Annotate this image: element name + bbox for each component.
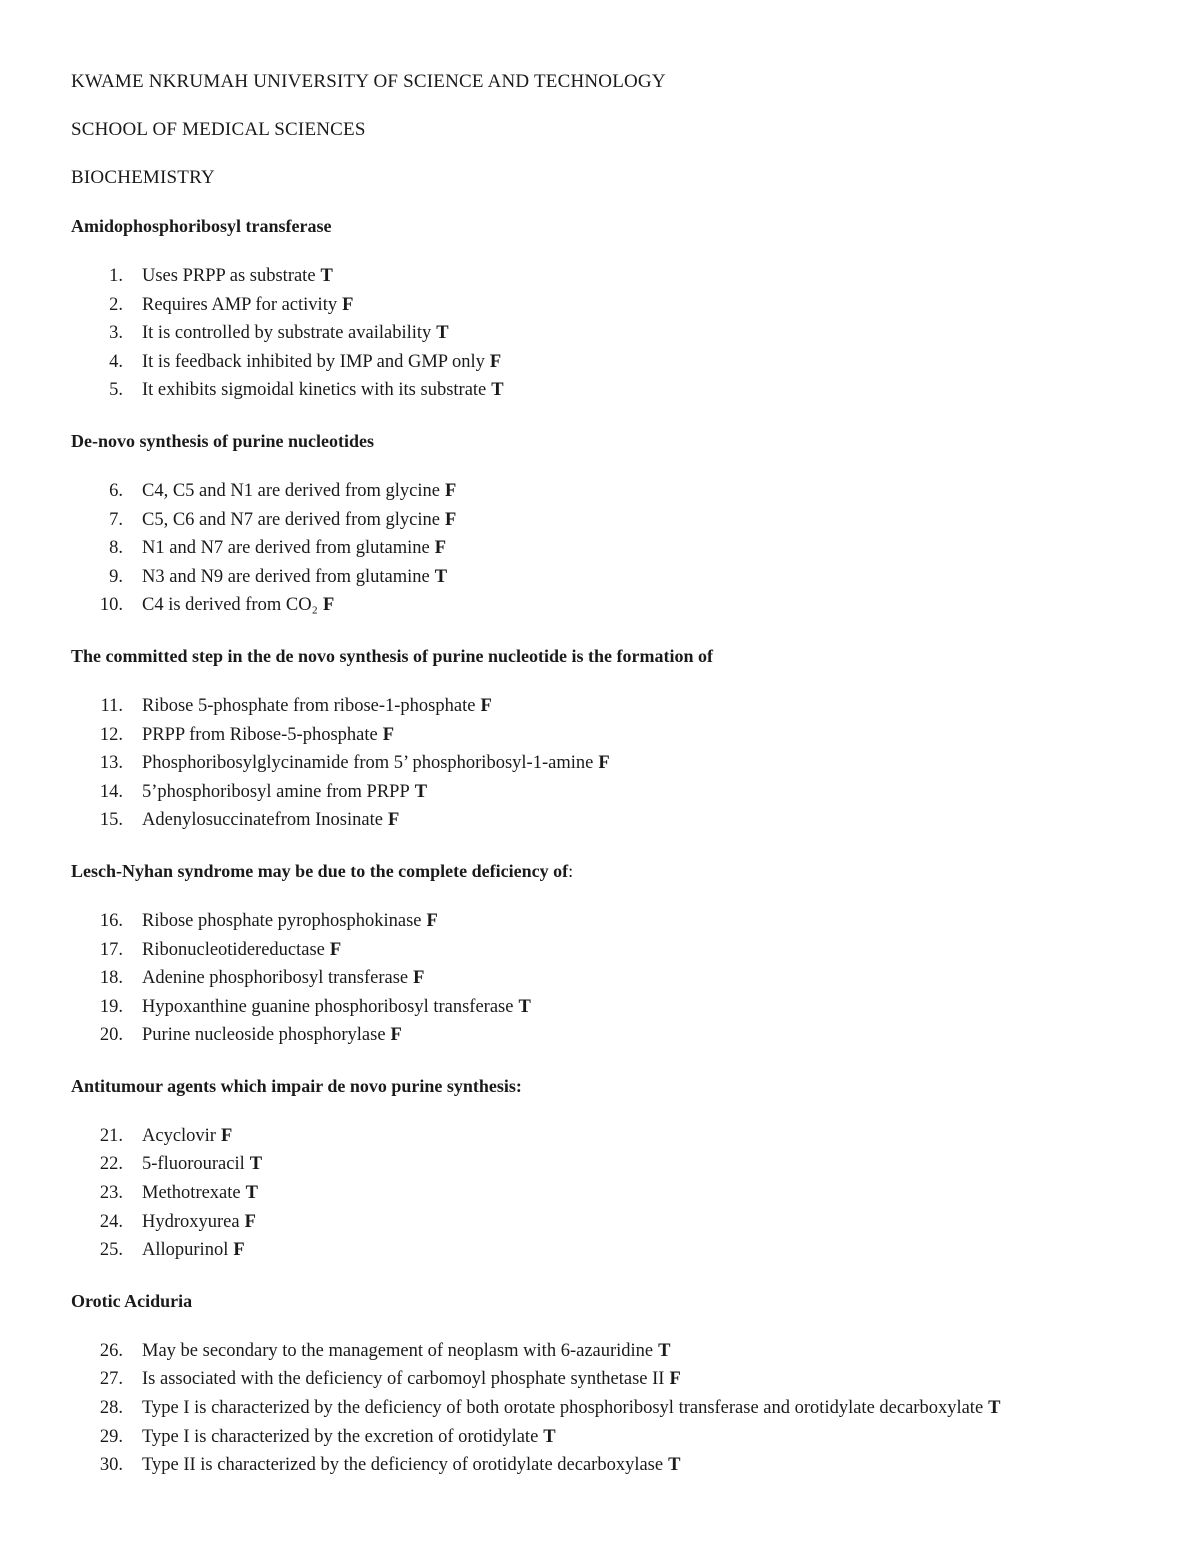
answer-mark: F xyxy=(342,294,354,315)
answer-mark: T xyxy=(658,1340,671,1361)
question-list xyxy=(71,692,1141,835)
section-title-text: Lesch-Nyhan syndrome may be due to the complete deficiency of xyxy=(71,860,569,881)
question-text: Type II is characterized by the deficiency of orotidylate decarboxylase xyxy=(142,1455,664,1476)
question-list xyxy=(71,1337,1141,1480)
answer-mark: F xyxy=(489,351,502,372)
question-item xyxy=(71,749,1141,778)
question-number: 9. xyxy=(109,566,123,587)
section-title-text: De-novo synthesis of purine nucleotides xyxy=(71,430,375,451)
question-text: C5, C6 and N7 are derived from glycine xyxy=(142,509,440,530)
question-item xyxy=(71,964,1141,993)
answer-mark: T xyxy=(414,781,428,802)
answer-mark: F xyxy=(233,1240,245,1261)
question-number: 26. xyxy=(99,1340,123,1361)
answer-mark: T xyxy=(543,1426,556,1447)
answer-mark: F xyxy=(387,810,400,831)
question-text: 5-fluorouracil xyxy=(142,1154,245,1175)
section-title-text: Antitumour agents which impair de novo purine synthesis: xyxy=(71,1075,522,1096)
question-text: May be secondary to the management of neoplasm with 6-azauridine xyxy=(142,1340,654,1361)
answer-mark: T xyxy=(518,996,531,1017)
question-list xyxy=(71,477,1141,620)
question-number: 10. xyxy=(99,595,123,616)
question-text: Acyclovir xyxy=(142,1125,216,1146)
question-number: 27. xyxy=(99,1369,123,1390)
question-number: 19. xyxy=(99,996,123,1017)
question-text: N3 and N9 are derived from glutamine xyxy=(142,566,430,587)
question-number: 28. xyxy=(99,1398,123,1419)
question-text: Requires AMP for activity xyxy=(142,294,338,315)
question-text: Phosphoribosylglycinamide from 5’ phosphoribosyl-1-amine xyxy=(142,753,594,774)
question-item xyxy=(71,1337,1141,1366)
answer-mark: T xyxy=(668,1455,681,1476)
question-item xyxy=(71,477,1141,506)
question-item xyxy=(71,1365,1141,1394)
answer-mark: F xyxy=(413,968,425,989)
question-text: Hypoxanthine guanine phosphoribosyl transferase xyxy=(142,996,514,1017)
question-item xyxy=(71,993,1141,1022)
question-item xyxy=(71,721,1141,750)
question-number: 18. xyxy=(99,968,123,989)
answer-mark: F xyxy=(329,939,342,960)
answer-mark: T xyxy=(249,1154,263,1175)
question-text: Ribose 5-phosphate from ribose-1-phosphate xyxy=(142,695,476,716)
answer-mark: T xyxy=(436,323,449,344)
answer-mark: F xyxy=(444,509,457,530)
question-number: 17. xyxy=(99,939,123,960)
question-number: 15. xyxy=(99,810,123,831)
question-number: 13. xyxy=(99,753,123,774)
question-item xyxy=(71,1021,1141,1050)
question-text: Type I is characterized by the deficiency of both orotate phosphoribosyl transferase and orotidylate decarboxylate xyxy=(142,1398,984,1419)
question-item xyxy=(71,1179,1141,1208)
question-item xyxy=(71,806,1141,835)
question-text: It is controlled by substrate availability xyxy=(142,323,432,344)
answer-mark: F xyxy=(434,538,446,559)
question-item xyxy=(71,1394,1141,1423)
question-number: 2. xyxy=(109,294,123,315)
section-title-text: The committed step in the de novo synthesis of purine nucleotide is the formation of xyxy=(71,645,713,666)
question-text: Purine nucleoside phosphorylase xyxy=(142,1025,386,1046)
question-text: Type I is characterized by the excretion of orotidylate xyxy=(142,1426,539,1447)
question-number: 6. xyxy=(109,480,123,501)
section-title xyxy=(71,1289,1141,1313)
university-name: KWAME NKRUMAH UNIVERSITY OF SCIENCE AND TECHNOLOGY xyxy=(71,71,666,92)
answer-mark: F xyxy=(220,1125,233,1146)
question-item xyxy=(71,1150,1141,1179)
section-title-text: Orotic Aciduria xyxy=(71,1290,193,1311)
question-text: Ribose phosphate pyrophosphokinase xyxy=(142,910,422,931)
question-number: 29. xyxy=(99,1426,123,1447)
question-text: C4, C5 and N1 are derived from glycine xyxy=(142,480,440,501)
question-text: Allopurinol xyxy=(142,1240,229,1261)
section-title xyxy=(71,429,1141,453)
question-number: 3. xyxy=(109,323,123,344)
answer-mark: T xyxy=(434,566,448,587)
question-item xyxy=(71,1451,1141,1480)
question-item xyxy=(71,692,1141,721)
section-title-suffix: : xyxy=(568,860,574,881)
question-item xyxy=(71,1122,1141,1151)
question-number: 14. xyxy=(99,781,123,802)
question-text: 5’phosphoribosyl amine from PRPP xyxy=(142,781,410,802)
question-text: Adenine phosphoribosyl transferase xyxy=(142,968,409,989)
question-item xyxy=(71,348,1141,377)
question-item xyxy=(71,319,1141,348)
answer-mark: F xyxy=(382,724,395,745)
answer-mark: T xyxy=(320,266,333,286)
document-page xyxy=(71,70,1141,1504)
question-item xyxy=(71,936,1141,965)
question-list xyxy=(71,1122,1141,1265)
question-item xyxy=(71,534,1141,563)
section-title xyxy=(71,1074,1141,1098)
question-text: Hydroxyurea xyxy=(142,1211,240,1232)
subject-name: BIOCHEMISTRY xyxy=(71,167,215,188)
question-text: Ribonucleotidereductase xyxy=(142,939,325,960)
question-list xyxy=(71,907,1141,1050)
question-text: N1 and N7 are derived from glutamine xyxy=(142,538,430,559)
question-text: Uses PRPP as substrate xyxy=(142,266,316,286)
question-text: C4 is derived from CO₂ xyxy=(142,595,319,616)
question-number: 7. xyxy=(109,509,123,530)
question-number: 16. xyxy=(99,910,123,931)
answer-mark: T xyxy=(491,380,504,401)
question-number: 4. xyxy=(109,351,123,372)
question-item xyxy=(71,1423,1141,1452)
question-number: 25. xyxy=(99,1240,123,1261)
question-number: 1. xyxy=(109,266,123,286)
question-item xyxy=(71,506,1141,535)
answer-mark: F xyxy=(669,1369,681,1390)
answer-mark: F xyxy=(444,480,457,501)
question-sections xyxy=(71,214,1141,1480)
question-list xyxy=(71,262,1141,405)
question-text: Methotrexate xyxy=(142,1183,241,1204)
question-number: 11. xyxy=(100,695,123,716)
question-item xyxy=(71,563,1141,592)
question-text: PRPP from Ribose-5-phosphate xyxy=(142,724,378,745)
question-number: 21. xyxy=(99,1125,123,1146)
section-title xyxy=(71,644,1141,668)
question-number: 8. xyxy=(109,538,123,559)
answer-mark: F xyxy=(426,910,438,931)
question-item xyxy=(71,262,1141,291)
question-item xyxy=(71,1208,1141,1237)
answer-mark: F xyxy=(598,753,610,774)
school-name: SCHOOL OF MEDICAL SCIENCES xyxy=(71,119,366,140)
question-number: 12. xyxy=(99,724,123,745)
section-title xyxy=(71,214,1141,238)
question-text: Is associated with the deficiency of carbomoyl phosphate synthetase II xyxy=(142,1369,665,1390)
question-item xyxy=(71,291,1141,320)
question-number: 20. xyxy=(99,1025,123,1046)
question-item xyxy=(71,778,1141,807)
question-text: It is feedback inhibited by IMP and GMP only xyxy=(142,351,485,372)
answer-mark: F xyxy=(480,695,492,716)
answer-mark: T xyxy=(988,1398,1001,1419)
question-item xyxy=(71,907,1141,936)
section-title-text: Amidophosphoribosyl transferase xyxy=(71,216,332,236)
question-number: 23. xyxy=(99,1183,123,1204)
question-text: Adenylosuccinatefrom Inosinate xyxy=(142,810,383,831)
question-number: 22. xyxy=(99,1154,123,1175)
question-number: 5. xyxy=(109,380,123,401)
question-number: 24. xyxy=(99,1211,123,1232)
question-text: It exhibits sigmoidal kinetics with its substrate xyxy=(142,380,487,401)
answer-mark: T xyxy=(245,1183,258,1204)
question-item xyxy=(71,376,1141,405)
answer-mark: F xyxy=(244,1211,256,1232)
answer-mark: F xyxy=(323,595,335,616)
question-number: 30. xyxy=(99,1455,123,1476)
answer-mark: F xyxy=(390,1025,402,1046)
question-item xyxy=(71,1236,1141,1265)
question-item xyxy=(71,591,1141,620)
section-title xyxy=(71,859,1141,883)
